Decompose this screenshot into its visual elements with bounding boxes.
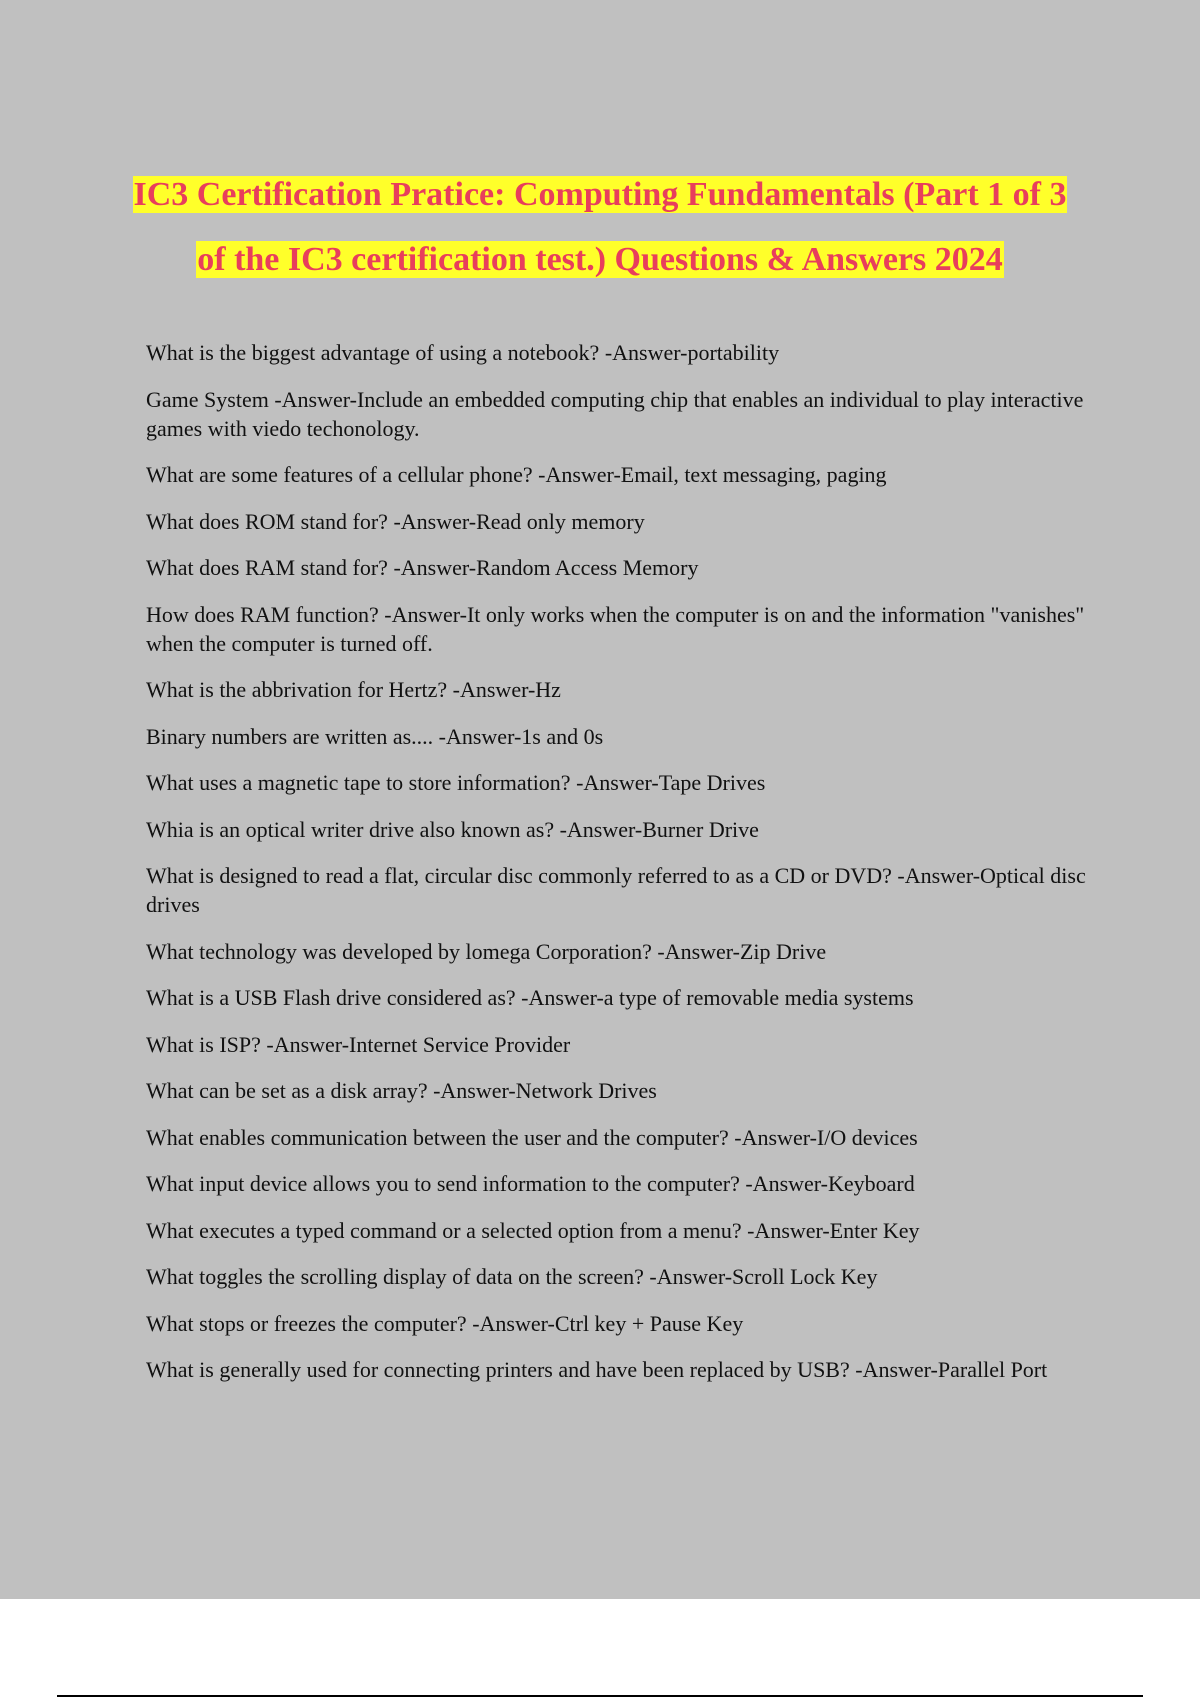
qa-item: What input device allows you to send information to the computer? -Answer-Keyboard bbox=[146, 1171, 915, 1196]
qa-item: What can be set as a disk array? -Answer-Network Drives bbox=[146, 1078, 657, 1103]
qa-item: What are some features of a cellular phone? -Answer-Email, text messaging, paging bbox=[146, 462, 887, 487]
qa-item: What technology was developed by lomega Corporation? -Answer-Zip Drive bbox=[146, 938, 827, 964]
qa-item: Game System -Answer-Include an embedded computing chip that enables an individual to play interactive games with viedo techonology. bbox=[146, 386, 1084, 441]
qa-item: What is a USB Flash drive considered as? -Answer-a type of removable media systems bbox=[146, 985, 914, 1010]
qa-item: What does ROM stand for? -Answer-Read only memory bbox=[146, 508, 645, 534]
qa-item: Whia is an optical writer drive also known as? -Answer-Burner Drive bbox=[146, 816, 759, 842]
title-line-1: IC3 Certification Pratice: Computing Fundamentals (Part 1 of 3 bbox=[133, 176, 1067, 213]
qa-item: Binary numbers are written as.... -Answer-1s and 0s bbox=[146, 723, 604, 749]
qa-item: What is the abbrivation for Hertz? -Answer-Hz bbox=[146, 677, 561, 702]
qa-item: What stops or freezes the computer? -Answer-Ctrl key + Pause Key bbox=[146, 1310, 744, 1336]
qa-item: What is designed to read a flat, circular disc commonly referred to as a CD or DVD? -Answer-Optical disc drives bbox=[146, 863, 1086, 917]
qa-item: What is generally used for connecting printers and have been replaced by USB? -Answer-Parallel Port bbox=[146, 1357, 1048, 1382]
footer-divider bbox=[57, 1695, 1143, 1697]
qa-item: What uses a magnetic tape to store information? -Answer-Tape Drives bbox=[146, 770, 766, 795]
qa-item: What is ISP? -Answer-Internet Service Provider bbox=[146, 1031, 571, 1057]
qa-item: What enables communication between the user and the computer? -Answer-I/O devices bbox=[146, 1124, 918, 1150]
qa-item: What is the biggest advantage of using a notebook? -Answer-portability bbox=[146, 340, 780, 365]
qa-list bbox=[146, 338, 1086, 1402]
qa-item: What does RAM stand for? -Answer-Random Access Memory bbox=[146, 555, 699, 580]
title-line-2: of the IC3 certification test.) Questions & Answers 2024 bbox=[197, 241, 1003, 278]
qa-item: What executes a typed command or a selected option from a menu? -Answer-Enter Key bbox=[146, 1217, 920, 1243]
document-title bbox=[100, 162, 1100, 292]
qa-item: How does RAM function? -Answer-It only works when the computer is on and the information "vanishes" when the computer is turned off. bbox=[146, 601, 1085, 656]
qa-item: What toggles the scrolling display of data on the screen? -Answer-Scroll Lock Key bbox=[146, 1264, 878, 1289]
